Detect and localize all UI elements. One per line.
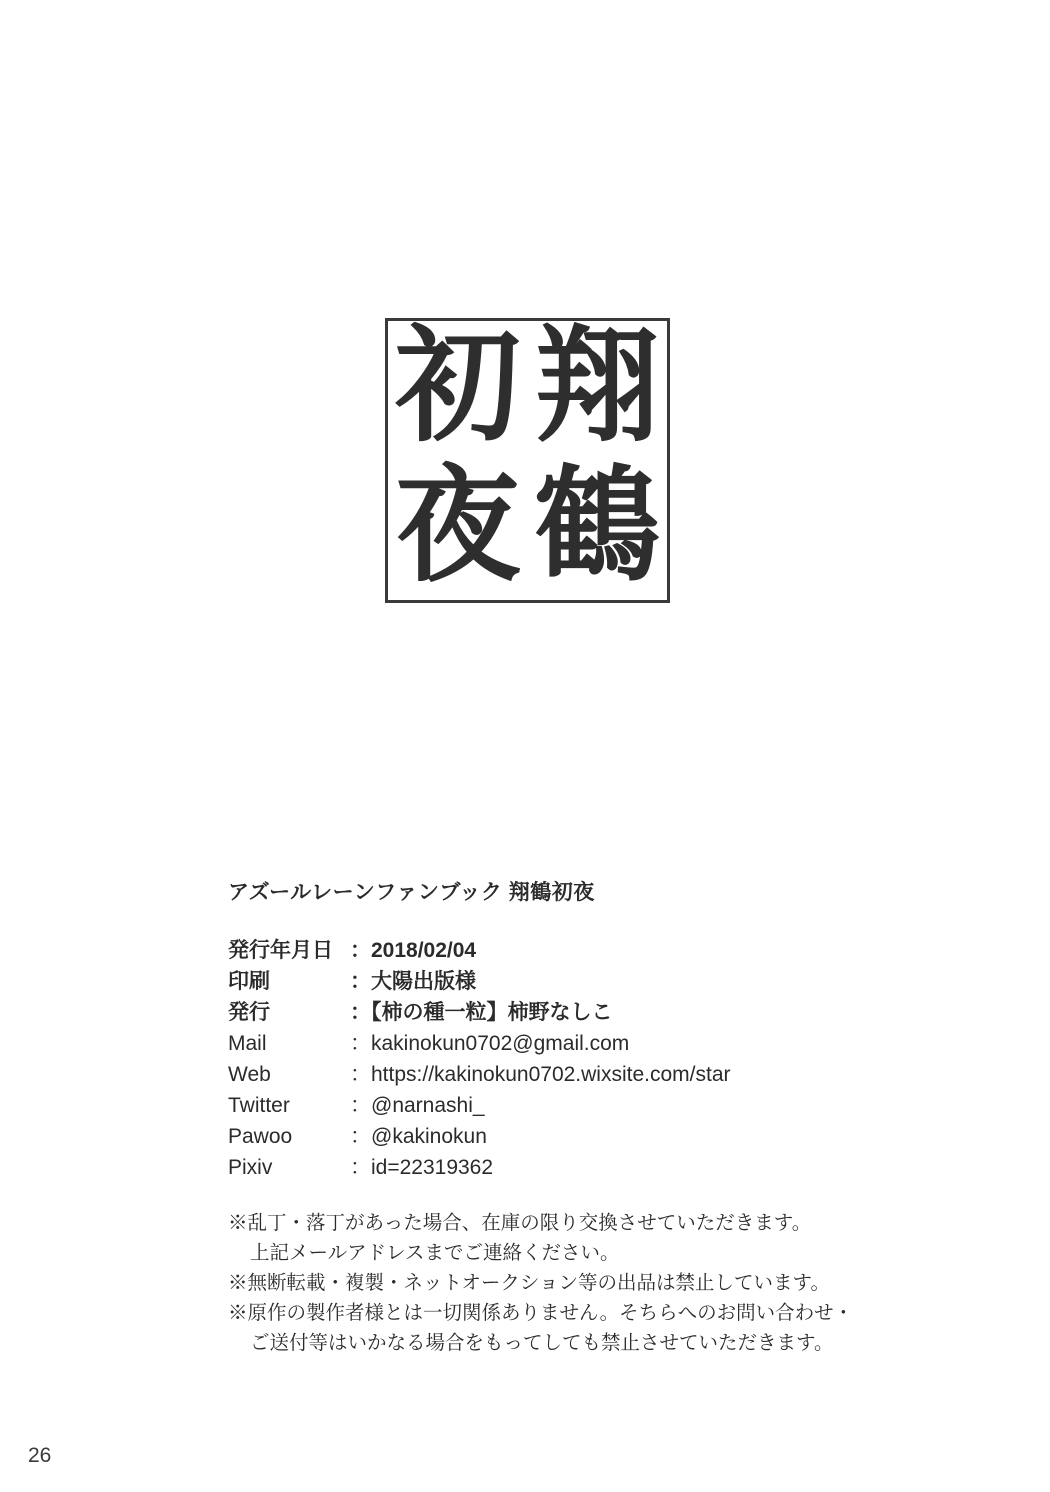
colophon-label-pixiv: Pixiv — [228, 1156, 273, 1179]
colophon-value-pixiv — [350, 1151, 908, 1181]
colophon-row-publisher — [228, 996, 908, 1027]
colophon-sep-web: ： — [350, 1063, 371, 1086]
colophon-sep-printer: ： — [350, 970, 371, 993]
colophon-row-printer — [228, 965, 908, 996]
colophon-title: アズールレーンファンブック 翔鶴初夜 — [228, 881, 595, 904]
note-line-2: 上記メールアドレスまでご連絡ください。 — [250, 1242, 620, 1264]
colophon-text-printer: 大陽出版様 — [371, 970, 476, 993]
logo-char-kaku: 鶴 — [534, 452, 660, 599]
note-line-1: ※乱丁・落丁があった場合、在庫の限り交換させていただきます。 — [228, 1212, 812, 1234]
colophon-notes — [228, 1208, 908, 1358]
logo-char-sho: 翔 — [534, 313, 660, 460]
colophon-text-pixiv: id=22319362 — [371, 1156, 494, 1179]
colophon-value-publisher — [350, 996, 908, 1026]
colophon-text-publication-date: 2018/02/04 — [371, 939, 477, 962]
colophon-row-twitter — [228, 1089, 908, 1120]
colophon-sep-twitter: ： — [350, 1094, 371, 1117]
colophon-label-printer: 印刷 — [228, 970, 270, 993]
colophon-row-mail — [228, 1027, 908, 1058]
colophon-text-mail: kakinokun0702@gmail.com — [371, 1032, 630, 1055]
colophon-sep-mail: ： — [350, 1032, 371, 1055]
note-line-3: ※無断転載・複製・ネットオークション等の出品は禁止しています。 — [228, 1272, 830, 1294]
colophon-label-twitter: Twitter — [228, 1094, 290, 1117]
colophon-row-publication-date — [228, 934, 908, 965]
colophon-row-pawoo — [228, 1120, 908, 1151]
colophon-label-publisher: 発行 — [228, 1001, 270, 1024]
logo-char-ya: 夜 — [395, 452, 521, 599]
colophon-block — [228, 876, 908, 1358]
colophon-text-web: https://kakinokun0702.wixsite.com/star — [371, 1063, 731, 1086]
colophon-sep-pixiv: ： — [350, 1156, 371, 1179]
title-logo-frame — [385, 313, 670, 603]
colophon-info-list — [228, 934, 908, 1182]
colophon-label-pawoo: Pawoo — [228, 1125, 293, 1148]
colophon-text-twitter: @narnashi_ — [371, 1094, 485, 1117]
colophon-label-publication-date: 発行年月日 — [228, 939, 333, 962]
colophon-value-twitter — [350, 1089, 908, 1119]
colophon-label-mail: Mail — [228, 1032, 267, 1055]
colophon-value-pawoo — [350, 1120, 908, 1150]
logo-char-hatsu: 初 — [395, 313, 521, 460]
colophon-value-printer — [350, 965, 908, 995]
colophon-sep-publisher: ： — [350, 1001, 371, 1024]
colophon-sep-publication-date: ： — [350, 939, 371, 962]
note-line-5: ご送付等はいかなる場合をもってしても禁止させていただきます。 — [250, 1332, 834, 1354]
colophon-row-web — [228, 1058, 908, 1089]
colophon-text-publisher: 【柿の種一粒】柿野なしこ — [371, 1001, 613, 1024]
title-logo-characters — [388, 313, 667, 600]
colophon-value-mail — [350, 1027, 908, 1057]
note-line-4: ※原作の製作者様とは一切関係ありません。そちらへのお問い合わせ・ — [228, 1302, 854, 1324]
colophon-sep-pawoo: ： — [350, 1125, 371, 1148]
colophon-value-publication-date — [350, 934, 908, 964]
colophon-row-pixiv — [228, 1151, 908, 1182]
colophon-value-web — [350, 1058, 908, 1088]
colophon-text-pawoo: @kakinokun — [371, 1125, 487, 1148]
page-number: 26 — [28, 1444, 52, 1467]
colophon-label-web: Web — [228, 1063, 271, 1086]
